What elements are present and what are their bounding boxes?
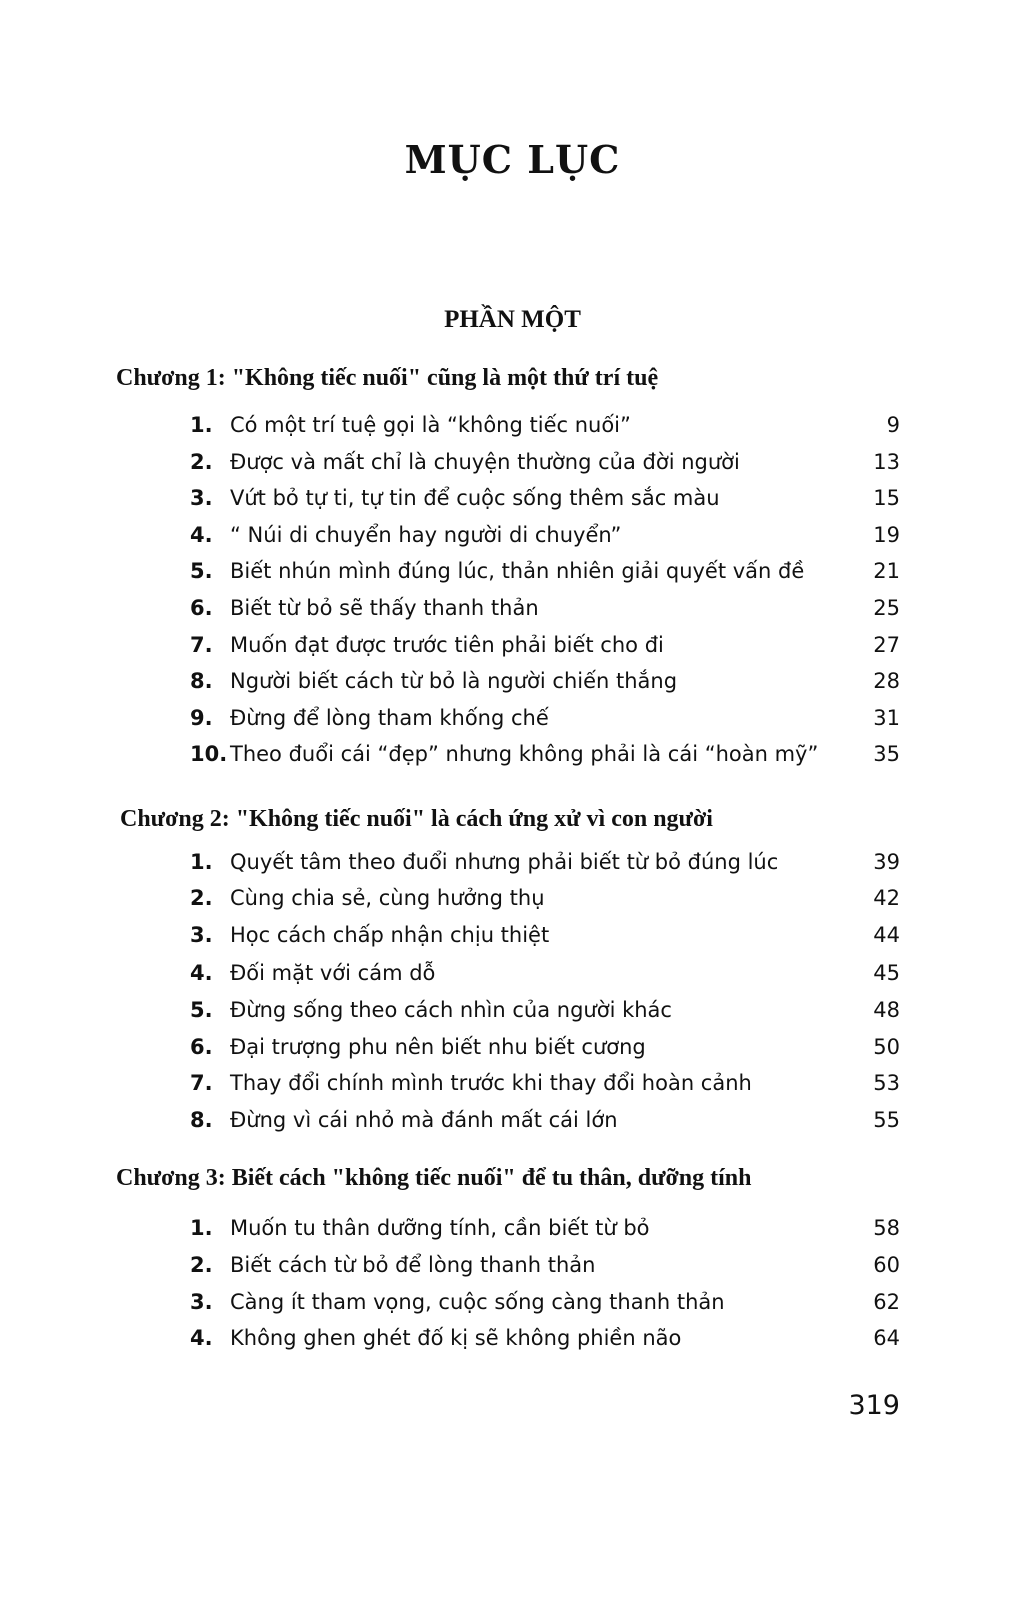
toc-entry[interactable] (190, 590, 900, 626)
entry-number: 1. (190, 1216, 213, 1240)
entry-title: Thay đổi chính mình trước khi thay đổi hoàn cảnh (230, 1071, 752, 1095)
entry-title: Có một trí tuệ gọi là “không tiếc nuối” (230, 413, 631, 437)
entry-number: 6. (190, 1035, 213, 1059)
entry-title: Người biết cách từ bỏ là người chiến thắng (230, 669, 678, 693)
entry-page: 58 (873, 1216, 900, 1240)
entry-number: 8. (190, 669, 213, 693)
entry-page: 15 (873, 486, 900, 510)
toc-entry[interactable] (190, 736, 900, 772)
entry-page: 19 (873, 523, 900, 547)
entry-page: 48 (873, 998, 900, 1022)
page-title: MỤC LỤC (404, 137, 621, 182)
entry-number: 9. (190, 706, 213, 730)
toc-entry[interactable] (190, 1029, 900, 1065)
part-heading: PHẦN MỘT (444, 306, 581, 333)
entry-number: 3. (190, 486, 213, 510)
entry-number: 1. (190, 413, 213, 437)
toc-entry[interactable] (190, 517, 900, 553)
entry-page: 25 (873, 596, 900, 620)
entry-page: 53 (873, 1071, 900, 1095)
toc-entry[interactable] (190, 844, 900, 880)
chapter-3-heading: Chương 3: Biết cách "không tiếc nuối" để tu thân, dưỡng tính (116, 1165, 752, 1191)
entry-title: Biết từ bỏ sẽ thấy thanh thản (230, 596, 539, 620)
toc-entry[interactable] (190, 663, 900, 699)
entry-number: 8. (190, 1108, 213, 1132)
entry-title: Biết cách từ bỏ để lòng thanh thản (230, 1253, 596, 1277)
entry-page: 62 (873, 1290, 900, 1314)
entry-number: 7. (190, 1071, 213, 1095)
entry-title: Càng ít tham vọng, cuộc sống càng thanh thản (230, 1290, 725, 1314)
entry-page: 55 (873, 1108, 900, 1132)
entry-page: 9 (886, 413, 900, 437)
entry-number: 2. (190, 886, 213, 910)
toc-entry[interactable] (190, 553, 900, 589)
chapter-2-heading: Chương 2: "Không tiếc nuối" là cách ứng xử vì con người (120, 806, 713, 832)
entry-title: Muốn đạt được trước tiên phải biết cho đi (230, 633, 664, 657)
toc-entry[interactable] (190, 1247, 900, 1283)
entry-title: Cùng chia sẻ, cùng hưởng thụ (230, 886, 545, 910)
entry-page: 50 (873, 1035, 900, 1059)
entry-page: 13 (873, 450, 900, 474)
entry-title: Đừng sống theo cách nhìn của người khác (230, 998, 672, 1022)
entry-number: 10. (190, 742, 228, 766)
entry-title: Đối mặt với cám dỗ (230, 961, 436, 985)
entry-number: 4. (190, 523, 213, 547)
entry-number: 5. (190, 559, 213, 583)
toc-entry[interactable] (190, 700, 900, 736)
entry-title: Theo đuổi cái “đẹp” nhưng không phải là cái “hoàn mỹ” (230, 742, 819, 766)
toc-entry[interactable] (190, 917, 900, 953)
entry-page: 42 (873, 886, 900, 910)
entry-page: 35 (873, 742, 900, 766)
toc-entry[interactable] (190, 627, 900, 663)
toc-entry[interactable] (190, 880, 900, 916)
entry-title: Học cách chấp nhận chịu thiệt (230, 923, 550, 947)
toc-entry[interactable] (190, 1102, 900, 1138)
toc-entry[interactable] (190, 1065, 900, 1101)
entry-page: 45 (873, 961, 900, 985)
entry-page: 28 (873, 669, 900, 693)
entry-number: 1. (190, 850, 213, 874)
toc-entry[interactable] (190, 1284, 900, 1320)
entry-page: 21 (873, 559, 900, 583)
entry-number: 4. (190, 961, 213, 985)
entry-title: Đừng để lòng tham khống chế (230, 706, 549, 730)
entry-title: Đại trượng phu nên biết nhu biết cương (230, 1035, 646, 1059)
entry-number: 3. (190, 1290, 213, 1314)
entry-page: 64 (873, 1326, 900, 1350)
entry-number: 2. (190, 1253, 213, 1277)
entry-title: Đừng vì cái nhỏ mà đánh mất cái lớn (230, 1108, 618, 1132)
entry-page: 39 (873, 850, 900, 874)
toc-entry[interactable] (190, 1210, 900, 1246)
entry-number: 6. (190, 596, 213, 620)
toc-entry[interactable] (190, 955, 900, 991)
entry-title: Muốn tu thân dưỡng tính, cần biết từ bỏ (230, 1216, 650, 1240)
entry-number: 7. (190, 633, 213, 657)
toc-entry[interactable] (190, 407, 900, 443)
entry-title: Quyết tâm theo đuổi nhưng phải biết từ bỏ đúng lúc (230, 850, 779, 874)
entry-page: 27 (873, 633, 900, 657)
toc-entry[interactable] (190, 444, 900, 480)
toc-entry[interactable] (190, 992, 900, 1028)
entry-number: 4. (190, 1326, 213, 1350)
page-number: 319 (848, 1390, 900, 1421)
toc-entry[interactable] (190, 1320, 900, 1356)
entry-number: 5. (190, 998, 213, 1022)
entry-title: Được và mất chỉ là chuyện thường của đời người (230, 450, 740, 474)
entry-title: Vứt bỏ tự ti, tự tin để cuộc sống thêm sắc màu (230, 486, 720, 510)
entry-title: Không ghen ghét đố kị sẽ không phiền não (230, 1326, 682, 1350)
entry-page: 44 (873, 923, 900, 947)
entry-title: Biết nhún mình đúng lúc, thản nhiên giải quyết vấn đề (230, 559, 805, 583)
entry-title: “ Núi di chuyển hay người di chuyển” (230, 523, 622, 547)
entry-number: 3. (190, 923, 213, 947)
chapter-1-heading: Chương 1: "Không tiếc nuối" cũng là một thứ trí tuệ (116, 365, 659, 391)
entry-page: 31 (873, 706, 900, 730)
toc-entry[interactable] (190, 480, 900, 516)
entry-number: 2. (190, 450, 213, 474)
entry-page: 60 (873, 1253, 900, 1277)
